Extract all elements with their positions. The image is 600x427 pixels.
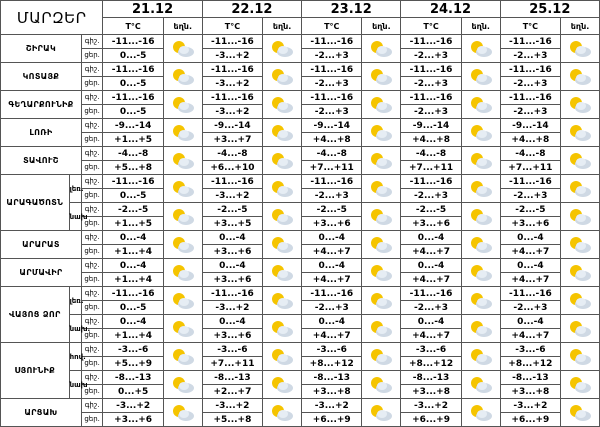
temperature-cell: -2...+3 <box>302 49 362 63</box>
partly-cloudy-icon <box>263 343 302 371</box>
temperature-cell: -2...-5 <box>103 203 163 217</box>
partly-cloudy-icon <box>362 147 401 175</box>
temperature-cell: 0...-5 <box>103 105 163 119</box>
weather-col-header: եղն. <box>561 18 600 35</box>
temperature-cell: -11...-16 <box>302 175 362 189</box>
partly-cloudy-icon <box>163 175 202 203</box>
partly-cloudy-icon <box>461 35 500 63</box>
date-header: 25.12 <box>500 1 599 18</box>
partly-cloudy-icon <box>362 343 401 371</box>
temperature-cell: -11...-16 <box>103 175 163 189</box>
table-row <box>1 203 600 217</box>
temperature-cell: -11...-16 <box>302 63 362 77</box>
temperature-cell: -8...-13 <box>401 371 461 385</box>
table-row <box>1 231 600 245</box>
table-row <box>1 35 600 49</box>
partly-cloudy-icon <box>461 315 500 343</box>
partly-cloudy-icon <box>362 35 401 63</box>
temperature-cell: -8...-13 <box>202 371 262 385</box>
temperature-cell: -8...-13 <box>500 371 560 385</box>
date-header: 23.12 <box>302 1 401 18</box>
temperature-cell: -8...-13 <box>103 371 163 385</box>
period-label: ցեր. <box>81 49 103 63</box>
period-label: ցեր. <box>81 385 103 399</box>
date-header: 22.12 <box>202 1 301 18</box>
period-label: ցեր. <box>81 245 103 259</box>
temperature-cell: -2...+3 <box>500 189 560 203</box>
temperature-cell: +3...+8 <box>500 385 560 399</box>
temperature-cell: -9...-14 <box>103 119 163 133</box>
temperature-cell: -11...-16 <box>202 63 262 77</box>
period-label: ցեր. <box>81 301 103 315</box>
partly-cloudy-icon <box>362 259 401 287</box>
temperature-cell: -3...+2 <box>500 399 560 413</box>
date-header: 21.12 <box>103 1 202 18</box>
period-label: գիշ. <box>81 91 103 105</box>
subregion-label: նախ. <box>69 315 81 343</box>
temperature-cell: 0...-4 <box>500 259 560 273</box>
region-name: ԱՐԱԳԱԾՈՏՆ <box>1 175 70 231</box>
period-label: գիշ. <box>81 63 103 77</box>
partly-cloudy-icon <box>163 343 202 371</box>
temperature-cell: 0...+5 <box>103 385 163 399</box>
temperature-cell: -11...-16 <box>500 35 560 49</box>
temperature-cell: +3...+6 <box>302 217 362 231</box>
region-name: ՎԱՅՈՑ ՁՈՐ <box>1 287 70 343</box>
temperature-cell: -2...+3 <box>401 105 461 119</box>
partly-cloudy-icon <box>362 399 401 427</box>
temperature-cell: +6...+9 <box>500 413 560 427</box>
partly-cloudy-icon <box>362 63 401 91</box>
temp-col-header: T°C <box>401 18 461 35</box>
table-row <box>1 63 600 77</box>
region-name: ՏԱՎՈՒՇ <box>1 147 82 175</box>
table-row <box>1 371 600 385</box>
partly-cloudy-icon <box>461 63 500 91</box>
temperature-cell: -3...-6 <box>500 343 560 357</box>
region-name: ԱՐՑԱԽ <box>1 399 82 427</box>
temperature-cell: +1...+5 <box>103 133 163 147</box>
partly-cloudy-icon <box>561 287 600 315</box>
temperature-cell: -11...-16 <box>401 287 461 301</box>
partly-cloudy-icon <box>263 399 302 427</box>
partly-cloudy-icon <box>263 35 302 63</box>
temperature-cell: -3...+2 <box>202 189 262 203</box>
temperature-cell: -4...-8 <box>202 147 262 161</box>
temperature-cell: -9...-14 <box>500 119 560 133</box>
period-label: գիշ. <box>81 147 103 161</box>
period-label: ցեր. <box>81 329 103 343</box>
temperature-cell: -11...-16 <box>103 63 163 77</box>
temperature-cell: 0...-5 <box>103 77 163 91</box>
period-label: ցեր. <box>81 161 103 175</box>
temperature-cell: +7...+11 <box>500 161 560 175</box>
period-label: գիշ. <box>81 231 103 245</box>
subregion-label: լեռ. <box>69 175 81 203</box>
temperature-cell: 0...-4 <box>401 259 461 273</box>
temperature-cell: +3...+6 <box>500 217 560 231</box>
table-row <box>1 315 600 329</box>
temperature-cell: 0...-4 <box>302 231 362 245</box>
period-label: ցեր. <box>81 217 103 231</box>
temperature-cell: -3...+2 <box>202 301 262 315</box>
partly-cloudy-icon <box>163 119 202 147</box>
period-label: ցեր. <box>81 77 103 91</box>
partly-cloudy-icon <box>263 315 302 343</box>
table-row <box>1 343 600 357</box>
temperature-cell: -11...-16 <box>103 287 163 301</box>
temperature-cell: -2...+3 <box>500 105 560 119</box>
partly-cloudy-icon <box>461 343 500 371</box>
region-name: ԳԵՂԱՐՔՈՒՆԻՔ <box>1 91 82 119</box>
partly-cloudy-icon <box>362 371 401 399</box>
partly-cloudy-icon <box>461 287 500 315</box>
partly-cloudy-icon <box>561 371 600 399</box>
temperature-cell: 0...-5 <box>103 189 163 203</box>
temperature-cell: +4...+7 <box>302 273 362 287</box>
table-row <box>1 259 600 273</box>
partly-cloudy-icon <box>263 259 302 287</box>
partly-cloudy-icon <box>461 231 500 259</box>
partly-cloudy-icon <box>561 259 600 287</box>
temperature-cell: +4...+7 <box>500 329 560 343</box>
weather-col-header: եղն. <box>362 18 401 35</box>
temperature-cell: +1...+5 <box>103 217 163 231</box>
temperature-cell: -11...-16 <box>500 287 560 301</box>
temperature-cell: +5...+8 <box>103 161 163 175</box>
table-row <box>1 91 600 105</box>
period-label: գիշ. <box>81 35 103 49</box>
partly-cloudy-icon <box>461 203 500 231</box>
temperature-cell: -11...-16 <box>302 287 362 301</box>
temperature-cell: -11...-16 <box>202 287 262 301</box>
date-header: 24.12 <box>401 1 500 18</box>
temperature-cell: -2...-5 <box>302 203 362 217</box>
temperature-cell: -3...-6 <box>302 343 362 357</box>
temperature-cell: -3...+2 <box>103 399 163 413</box>
temperature-cell: +6...+9 <box>302 413 362 427</box>
temperature-cell: -3...+2 <box>401 399 461 413</box>
temperature-cell: +1...+4 <box>103 329 163 343</box>
partly-cloudy-icon <box>163 203 202 231</box>
partly-cloudy-icon <box>561 399 600 427</box>
partly-cloudy-icon <box>561 91 600 119</box>
temperature-cell: +4...+8 <box>401 133 461 147</box>
temperature-cell: +5...+9 <box>103 357 163 371</box>
temperature-cell: -11...-16 <box>103 91 163 105</box>
temperature-cell: -11...-16 <box>401 63 461 77</box>
temperature-cell: +7...+11 <box>302 161 362 175</box>
period-label: ցեր. <box>81 413 103 427</box>
partly-cloudy-icon <box>461 91 500 119</box>
partly-cloudy-icon <box>362 203 401 231</box>
region-name: ԱՐԱՐԱՏ <box>1 231 82 259</box>
temperature-cell: +4...+7 <box>401 245 461 259</box>
partly-cloudy-icon <box>362 231 401 259</box>
temperature-cell: 0...-4 <box>302 259 362 273</box>
temperature-cell: -3...-6 <box>202 343 262 357</box>
temperature-cell: -11...-16 <box>500 91 560 105</box>
temperature-cell: -3...+2 <box>202 105 262 119</box>
partly-cloudy-icon <box>163 399 202 427</box>
temperature-cell: -2...+3 <box>302 189 362 203</box>
temperature-cell: +3...+6 <box>401 217 461 231</box>
temperature-cell: 0...-4 <box>202 259 262 273</box>
period-label: գիշ. <box>81 315 103 329</box>
period-label: ցեր. <box>81 357 103 371</box>
temperature-cell: -11...-16 <box>202 91 262 105</box>
temperature-cell: +4...+8 <box>302 133 362 147</box>
partly-cloudy-icon <box>461 175 500 203</box>
partly-cloudy-icon <box>461 147 500 175</box>
temperature-cell: 0...-4 <box>302 315 362 329</box>
temperature-cell: 0...-4 <box>500 231 560 245</box>
temperature-cell: -4...-8 <box>500 147 560 161</box>
temperature-cell: +4...+7 <box>302 245 362 259</box>
table-row <box>1 399 600 413</box>
temperature-cell: -9...-14 <box>302 119 362 133</box>
regions-header: ՄԱՐԶԵՐ <box>1 1 103 35</box>
temperature-cell: -9...-14 <box>401 119 461 133</box>
temperature-cell: +3...+7 <box>202 133 262 147</box>
partly-cloudy-icon <box>461 119 500 147</box>
temperature-cell: 0...-4 <box>103 315 163 329</box>
temperature-cell: 0...-4 <box>103 231 163 245</box>
temperature-cell: -2...+3 <box>500 77 560 91</box>
weather-col-header: եղն. <box>461 18 500 35</box>
subregion-label: նախ <box>69 203 81 231</box>
partly-cloudy-icon <box>561 315 600 343</box>
temperature-cell: +3...+8 <box>302 385 362 399</box>
temperature-cell: -9...-14 <box>202 119 262 133</box>
temperature-cell: 0...-5 <box>103 49 163 63</box>
region-name: ՇԻՐԱԿ <box>1 35 82 63</box>
temperature-cell: -2...-5 <box>202 203 262 217</box>
temperature-cell: +1...+4 <box>103 273 163 287</box>
period-label: ցեր. <box>81 189 103 203</box>
partly-cloudy-icon <box>461 399 500 427</box>
temp-col-header: T°C <box>103 18 163 35</box>
temperature-cell: +4...+7 <box>302 329 362 343</box>
temperature-cell: +8...+12 <box>401 357 461 371</box>
subregion-label: լեռ. <box>69 287 81 315</box>
partly-cloudy-icon <box>263 147 302 175</box>
temperature-cell: +5...+8 <box>202 413 262 427</box>
temperature-cell: 0...-4 <box>202 231 262 245</box>
partly-cloudy-icon <box>561 343 600 371</box>
temperature-cell: -4...-8 <box>103 147 163 161</box>
partly-cloudy-icon <box>263 175 302 203</box>
partly-cloudy-icon <box>561 231 600 259</box>
partly-cloudy-icon <box>561 63 600 91</box>
temperature-cell: +2...+7 <box>202 385 262 399</box>
period-label: գիշ. <box>81 203 103 217</box>
temperature-cell: +3...+6 <box>103 413 163 427</box>
temperature-cell: -8...-13 <box>302 371 362 385</box>
temperature-cell: -2...+3 <box>500 49 560 63</box>
partly-cloudy-icon <box>362 119 401 147</box>
temperature-cell: +3...+6 <box>202 273 262 287</box>
period-label: գիշ. <box>81 399 103 413</box>
partly-cloudy-icon <box>163 91 202 119</box>
period-label: գիշ. <box>81 287 103 301</box>
partly-cloudy-icon <box>263 371 302 399</box>
region-name: ՍՅՈՒՆԻՔ <box>1 343 70 399</box>
partly-cloudy-icon <box>362 287 401 315</box>
temperature-cell: -11...-16 <box>103 35 163 49</box>
period-label: գիշ. <box>81 343 103 357</box>
partly-cloudy-icon <box>561 35 600 63</box>
partly-cloudy-icon <box>163 63 202 91</box>
region-name: ԿՈՏԱՅՔ <box>1 63 82 91</box>
temperature-cell: +1...+4 <box>103 245 163 259</box>
temperature-cell: -2...+3 <box>302 105 362 119</box>
temperature-cell: -11...-16 <box>202 35 262 49</box>
partly-cloudy-icon <box>561 147 600 175</box>
temperature-cell: 0...-4 <box>500 315 560 329</box>
temperature-cell: -11...-16 <box>500 63 560 77</box>
region-name: ԼՈՌԻ <box>1 119 82 147</box>
temperature-cell: +8...+12 <box>302 357 362 371</box>
temperature-cell: -2...+3 <box>500 301 560 315</box>
temperature-cell: +3...+8 <box>401 385 461 399</box>
table-row <box>1 287 600 301</box>
temperature-cell: 0...-5 <box>103 301 163 315</box>
period-label: գիշ. <box>81 259 103 273</box>
temperature-cell: -3...-6 <box>401 343 461 357</box>
temperature-cell: 0...-4 <box>103 259 163 273</box>
temperature-cell: -11...-16 <box>302 35 362 49</box>
period-label: գիշ. <box>81 175 103 189</box>
temperature-cell: -2...-5 <box>401 203 461 217</box>
partly-cloudy-icon <box>163 35 202 63</box>
partly-cloudy-icon <box>263 231 302 259</box>
temperature-cell: +4...+7 <box>500 273 560 287</box>
partly-cloudy-icon <box>461 259 500 287</box>
period-label: ցեր. <box>81 133 103 147</box>
temperature-cell: -11...-16 <box>202 175 262 189</box>
period-label: ցեր. <box>81 105 103 119</box>
temp-col-header: T°C <box>302 18 362 35</box>
partly-cloudy-icon <box>163 147 202 175</box>
temperature-cell: -2...+3 <box>401 301 461 315</box>
temperature-cell: 0...-4 <box>202 315 262 329</box>
partly-cloudy-icon <box>263 119 302 147</box>
temperature-cell: +4...+7 <box>401 329 461 343</box>
temperature-cell: -2...+3 <box>302 301 362 315</box>
subregion-label: հով. <box>69 343 81 371</box>
temperature-cell: +7...+11 <box>401 161 461 175</box>
partly-cloudy-icon <box>461 371 500 399</box>
subregion-label: նախ <box>69 371 81 399</box>
temperature-cell: -11...-16 <box>401 35 461 49</box>
temperature-cell: +4...+8 <box>500 133 560 147</box>
partly-cloudy-icon <box>561 203 600 231</box>
partly-cloudy-icon <box>362 91 401 119</box>
temperature-cell: -3...+2 <box>202 49 262 63</box>
partly-cloudy-icon <box>263 287 302 315</box>
temperature-cell: -2...+3 <box>401 49 461 63</box>
partly-cloudy-icon <box>561 119 600 147</box>
temperature-cell: -3...+2 <box>202 77 262 91</box>
partly-cloudy-icon <box>263 203 302 231</box>
temperature-cell: -3...+2 <box>202 399 262 413</box>
partly-cloudy-icon <box>263 63 302 91</box>
partly-cloudy-icon <box>163 371 202 399</box>
partly-cloudy-icon <box>163 315 202 343</box>
temperature-cell: -2...+3 <box>302 77 362 91</box>
temperature-cell: +6...+10 <box>202 161 262 175</box>
region-name: ԱՐՄԱՎԻՐ <box>1 259 82 287</box>
temperature-cell: +8...+12 <box>500 357 560 371</box>
temperature-cell: 0...-4 <box>401 231 461 245</box>
temperature-cell: +3...+6 <box>202 245 262 259</box>
temperature-cell: -11...-16 <box>401 91 461 105</box>
partly-cloudy-icon <box>163 231 202 259</box>
weather-col-header: եղն. <box>263 18 302 35</box>
temperature-cell: +3...+5 <box>202 217 262 231</box>
partly-cloudy-icon <box>263 91 302 119</box>
period-label: ցեր. <box>81 273 103 287</box>
temperature-cell: +7...+11 <box>202 357 262 371</box>
table-row <box>1 147 600 161</box>
partly-cloudy-icon <box>362 315 401 343</box>
temperature-cell: -2...+3 <box>401 189 461 203</box>
table-row <box>1 175 600 189</box>
temperature-cell: -11...-16 <box>401 175 461 189</box>
temperature-cell: -3...+2 <box>302 399 362 413</box>
partly-cloudy-icon <box>163 287 202 315</box>
temp-col-header: T°C <box>202 18 262 35</box>
temperature-cell: +4...+7 <box>500 245 560 259</box>
period-label: գիշ. <box>81 371 103 385</box>
period-label: գիշ. <box>81 119 103 133</box>
partly-cloudy-icon <box>362 175 401 203</box>
temperature-cell: +3...+6 <box>202 329 262 343</box>
temperature-cell: -4...-8 <box>401 147 461 161</box>
temperature-cell: -3...-6 <box>103 343 163 357</box>
temperature-cell: -2...+3 <box>401 77 461 91</box>
temperature-cell: 0...-4 <box>401 315 461 329</box>
table-row <box>1 119 600 133</box>
temperature-cell: -2...-5 <box>500 203 560 217</box>
partly-cloudy-icon <box>561 175 600 203</box>
temperature-cell: +4...+7 <box>401 273 461 287</box>
temperature-cell: -11...-16 <box>500 175 560 189</box>
weather-col-header: եղն. <box>163 18 202 35</box>
temperature-cell: -11...-16 <box>302 91 362 105</box>
partly-cloudy-icon <box>163 259 202 287</box>
temperature-cell: -4...-8 <box>302 147 362 161</box>
temperature-cell: +6...+9 <box>401 413 461 427</box>
temp-col-header: T°C <box>500 18 560 35</box>
